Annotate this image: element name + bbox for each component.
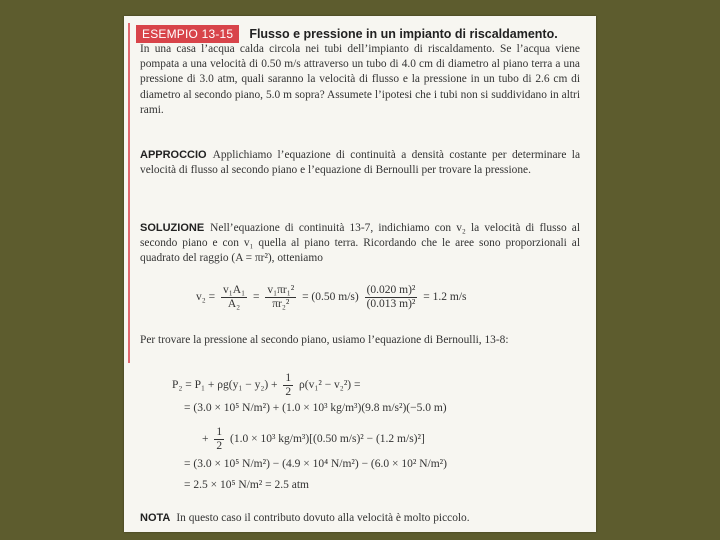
bernoulli-line-5: = 2.5 × 10⁵ N/m² = 2.5 atm bbox=[184, 479, 309, 491]
bernoulli-line-3: + $\frac{1}{2}$ (1.0 × 10³ kg/m³)[(0.50 m/s)² − (1.2 m/s)²] bbox=[202, 426, 425, 452]
note-label: NOTA bbox=[140, 512, 171, 524]
continuity-equation bbox=[196, 284, 467, 311]
note-text: In questo caso il contributo dovuto alla velocità è molto piccolo. bbox=[176, 512, 470, 524]
approach-paragraph bbox=[140, 148, 580, 178]
bernoulli-line-4: = (3.0 × 10⁵ N/m²) − (4.9 × 10⁴ N/m²) − (6.0 × 10² N/m²) bbox=[184, 458, 447, 470]
note-paragraph bbox=[140, 511, 580, 526]
problem-text: In una casa l’acqua calda circola nei tubi dell’impianto di riscaldamento. Se l’acqua viene pompata a una velocità di 0.50 m/s attraverso un tubo di 4.0 cm di diametro al piano terra a una pressione di 3.0 atm, quali saranno la velocità di flusso e la pressione in un tubo di 2.6 cm di diametro al secondo piano, 5.0 m sopra? Assumete l’ipotesi che i tubi non si suddividano in altri rami. bbox=[140, 43, 580, 116]
approach-text: Applichiamo l’equazione di continuità a densità costante per determinare la velocità di flusso al secondo piano e l’equazione di Bernoulli per trovare la pressione. bbox=[140, 149, 580, 177]
textbook-page bbox=[124, 16, 596, 532]
eq1-result: = 1.2 m/s bbox=[423, 291, 467, 304]
bernoulli-line-1: P₂ = P₁ + ρg(y₁ − y₂) + $\frac{1}{2}$ ρ(v₁² − v₂²) = bbox=[172, 372, 361, 398]
example-tag: ESEMPIO 13-15 bbox=[136, 25, 239, 43]
eq1-mid: = (0.50 m/s) bbox=[302, 291, 359, 304]
bernoulli-intro: Per trovare la pressione al secondo piano, usiamo l’equazione di Bernoulli, 13-8: bbox=[140, 334, 509, 346]
eq1-fraction-2: $\frac{\text{v₁πr₁²}}{\text{πr₂²}}$ bbox=[267, 284, 295, 310]
margin-rule bbox=[128, 23, 130, 363]
eq1-fraction-3: $\frac{\text{(0.020 m)²}}{\text{(0.013 m)²}}$ bbox=[366, 284, 416, 310]
half-fraction: $\frac{1}{2}$ bbox=[285, 372, 292, 398]
solution-text: Nell’equazione di continuità 13-7, indichiamo con v₂ la velocità di flusso al secondo piano e con v₁ quella al piano terra. Ricordando che le aree sono proporzionali al quadrato del raggio (A = πr²), otteniamo bbox=[140, 222, 580, 265]
half-fraction-2: $\frac{1}{2}$ bbox=[216, 426, 223, 452]
example-title: Flusso e pressione in un impianto di riscaldamento. bbox=[249, 27, 558, 41]
solution-label: SOLUZIONE bbox=[140, 222, 205, 234]
eq1-lhs: v₂ = bbox=[196, 291, 216, 304]
eq1-equals: = bbox=[252, 291, 260, 304]
bernoulli-line-2: = (3.0 × 10⁵ N/m²) + (1.0 × 10³ kg/m³)(9.8 m/s²)(−5.0 m) bbox=[184, 402, 447, 414]
eq1-fraction-1: $\frac{\text{v₁A₁}}{\text{A₂}}$ bbox=[223, 284, 246, 310]
approach-label: APPROCCIO bbox=[140, 149, 207, 161]
solution-paragraph bbox=[140, 221, 580, 267]
